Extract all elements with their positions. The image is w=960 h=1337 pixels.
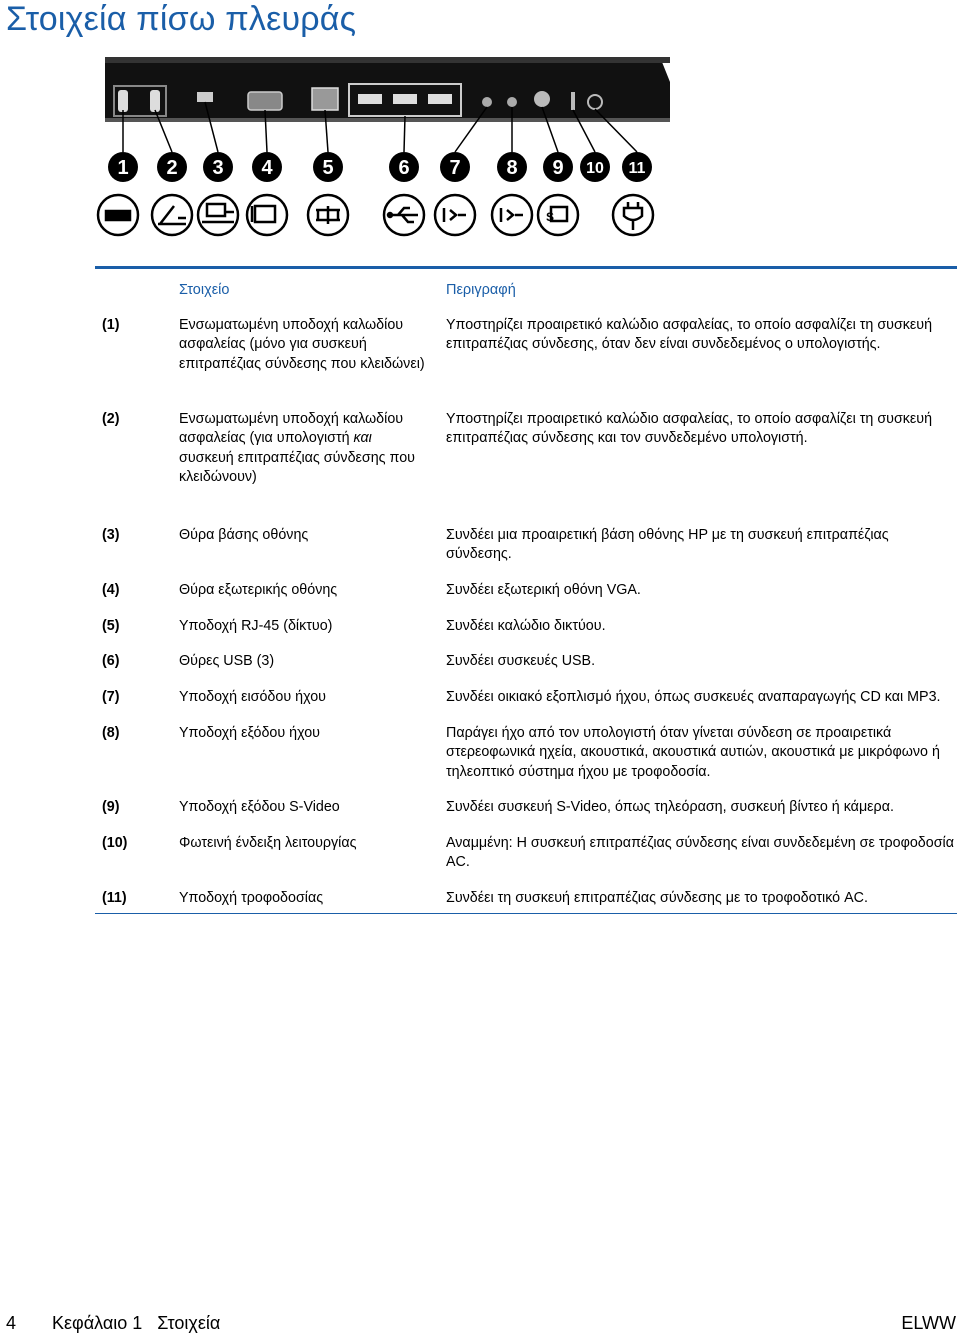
page-footer [0, 1313, 960, 1337]
callout-10 [580, 152, 610, 182]
row-description: Συνδέει συσκευή S-Video, όπως τηλεόραση, συσκευή βίντεο ή κάμερα. [446, 798, 894, 815]
table-row [95, 316, 957, 410]
row-description: Αναμμένη: Η συσκευή επιτραπέζιας σύνδεσης είναι συνδεδεμένη σε τροφοδοσία AC. [446, 834, 954, 870]
table-row [95, 652, 957, 688]
callout-6 [389, 152, 419, 182]
document-code: ELWW [901, 1313, 956, 1333]
docking-device-rear-figure [90, 52, 670, 252]
network-icon [308, 195, 348, 235]
row-component: Υποδοχή εισόδου ήχου [179, 688, 326, 705]
table-bottom-rule [95, 913, 957, 914]
page-title: Στοιχεία πίσω πλευράς [6, 0, 357, 38]
row-number: (3) [102, 526, 120, 543]
header-num [95, 269, 179, 316]
row-component: Θύρα βάσης οθόνης [179, 526, 309, 543]
row-description: Υποστηρίζει προαιρετικό καλώδιο ασφαλείας, το οποίο ασφαλίζει τη συσκευή επιτραπέζιας σύνδεσης και τον συνδεδεμένο υπολογιστή. [446, 410, 933, 446]
svg-text:2: 2 [166, 157, 178, 179]
row-component: Υποδοχή εξόδου S-Video [179, 798, 340, 815]
table-row [95, 581, 957, 617]
table-row [95, 688, 957, 724]
page-number: 4 [6, 1313, 17, 1333]
callout-1 [108, 152, 138, 182]
row-description: Υποστηρίζει προαιρετικό καλώδιο ασφαλείας, το οποίο ασφαλίζει τη συσκευή επιτραπέζιας σύνδεσης, όταν δεν είναι συνδεδεμένος ο υπολογιστής. [446, 316, 933, 352]
row-description: Παράγει ήχο από τον υπολογιστή όταν γίνεται σύνδεση σε προαιρετικά στερεοφωνικά ηχεία, ακουστικά, ακουστικά αυτιών, ακουστικά με μικρόφωνο ή τηλεοπτικό σύστημα ήχου με τροφοδοσία. [446, 724, 940, 780]
row-component: Υποδοχή τροφοδοσίας [179, 889, 324, 906]
table-row [95, 834, 957, 889]
table-row [95, 617, 957, 652]
table-row [95, 798, 957, 834]
svg-text:8: 8 [506, 157, 518, 179]
row-component: Θύρες USB (3) [179, 652, 275, 669]
row-number: (7) [102, 688, 120, 705]
row-description: Συνδέει οικιακό εξοπλισμό ήχου, όπως συσκευές αναπαραγωγής CD και MP3. [446, 688, 941, 705]
row-description: Συνδέει συσκευές USB. [446, 652, 596, 669]
monitor-icon [247, 195, 287, 235]
header-component: Στοιχείο [179, 282, 230, 298]
svg-text:11: 11 [628, 160, 646, 177]
row-component: Θύρα εξωτερικής οθόνης [179, 581, 338, 598]
row-component: Ενσωματωμένη υποδοχή καλωδίου ασφαλείας (για υπολογιστή και συσκευή επιτραπέζιας σύνδεσης που κλειδώνουν) [179, 410, 415, 485]
svg-text:3: 3 [212, 157, 224, 179]
svg-text:7: 7 [449, 157, 461, 179]
s-video-icon [538, 195, 578, 235]
row-number: (9) [102, 798, 120, 815]
audio-in-icon [435, 195, 475, 235]
row-component: Υποδοχή εξόδου ήχου [179, 724, 320, 741]
table-row [95, 889, 957, 924]
row-number: (11) [102, 889, 127, 906]
svg-text:5: 5 [322, 157, 334, 179]
svg-text:9: 9 [552, 157, 564, 179]
svg-text:1: 1 [117, 157, 129, 179]
row-number: (5) [102, 617, 120, 634]
svg-text:6: 6 [398, 157, 410, 179]
usb-icon [384, 195, 424, 235]
docking-device-body [105, 57, 670, 122]
row-number: (8) [102, 724, 120, 741]
row-description: Συνδέει τη συσκευή επιτραπέζιας σύνδεσης με το τροφοδοτικό AC. [446, 889, 868, 906]
row-description: Συνδέει εξωτερική οθόνη VGA. [446, 581, 641, 598]
row-number: (2) [102, 410, 120, 427]
lock-docking-icon [98, 195, 138, 235]
callout-4 [252, 152, 282, 182]
row-description: Συνδέει μια προαιρετική βάση οθόνης HP με τη συσκευή επιτραπέζιας σύνδεσης. [446, 526, 889, 562]
display-stand-icon [198, 195, 238, 235]
svg-text:S: S [546, 210, 555, 224]
audio-out-icon [492, 195, 532, 235]
callout-2 [157, 152, 187, 182]
callout-8 [497, 152, 527, 182]
table-row [95, 410, 957, 526]
row-number: (10) [102, 834, 128, 851]
callout-5 [313, 152, 343, 182]
row-number: (1) [102, 316, 120, 333]
lock-computer-icon [152, 195, 192, 235]
row-number: (4) [102, 581, 120, 598]
callout-3 [203, 152, 233, 182]
callout-11 [622, 152, 652, 182]
components-table [95, 266, 957, 924]
row-component: Φωτεινή ένδειξη λειτουργίας [179, 834, 357, 851]
row-component: Υποδοχή RJ-45 (δίκτυο) [179, 617, 333, 634]
callout-7 [440, 152, 470, 182]
header-description: Περιγραφή [446, 282, 516, 298]
chapter-label: Κεφάλαιο 1 Στοιχεία [52, 1313, 221, 1333]
svg-text:4: 4 [261, 157, 273, 179]
table-header-row [95, 269, 957, 316]
row-description: Συνδέει καλώδιο δικτύου. [446, 617, 606, 634]
row-component: Ενσωματωμένη υποδοχή καλωδίου ασφαλείας (μόνο για συσκευή επιτραπέζιας σύνδεσης που κλειδώνει) [179, 316, 425, 372]
table-row [95, 724, 957, 798]
power-plug-icon [613, 195, 653, 235]
svg-text:10: 10 [586, 160, 604, 177]
callout-9 [543, 152, 573, 182]
row-number: (6) [102, 652, 120, 669]
table-row [95, 526, 957, 581]
